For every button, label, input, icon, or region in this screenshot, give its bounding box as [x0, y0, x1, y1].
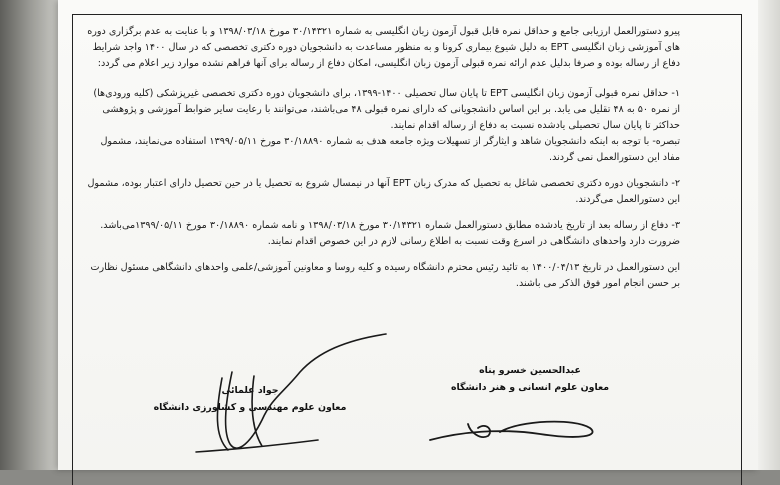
signatory-title-right: معاون علوم انسانی و هنر دانشگاه — [450, 382, 610, 393]
item-3: ۳- دفاع از رساله بعد از تاریخ یادشده مطابق دستورالعمل شماره ۳۰/۱۴۳۲۱ مورخ ۱۳۹۸/۰۳/۱۸ و نامه شماره ۳۰/۱۸۸۹۰ مورخ ۱۳۹۹/۰۵/۱۱می‌باشد. ضرورت دارد واحدهای دانشگاهی در اسرع وقت نسبت به اطلاع رسانی لازم در این خصوص اقدام نمایند. — [100, 220, 680, 247]
item-1: ۱- حداقل نمره قبولی آزمون زبان انگلیسی EPT تا پایان سال تحصیلی ۱۴۰۰-۱۳۹۹، برای دانشجویان دوره دکتری تخصصی غیرپزشکی (کلیه ورودی‌ها) از نمره ۵۰ به ۴۸ تقلیل می یابد. بر این اساس دانشجویانی که دارای نمره قبولی ۴۸ می‌باشند، می‌توانند با رعایت سایر ضوابط آموزشی و پژوهشی حداکثر تا پایان سال تحصیلی یادشده نسبت به دفاع از رساله اقدام نمایند. — [93, 88, 680, 131]
signatory-title-left: معاون علوم مهندسی و کشاورزی دانشگاه — [153, 402, 347, 413]
signatory-name-right: عبدالحسین خسرو پناه — [479, 365, 581, 376]
item-1-note: تبصره- با توجه به اینکه دانشجویان شاهد و ایثارگر از تسهیلات ویژه جامعه هدف به شماره ۳۰/۱۸۸۹۰ مورخ ۱۳۹۹/۰۵/۱۱ استفاده می‌نمایند، مشمول مفاد این دستورالعمل نمی گردند. — [100, 136, 680, 163]
signature-block-right — [420, 362, 640, 396]
signature-block-left — [150, 382, 350, 416]
closing-paragraph: این دستورالعمل در تاریخ ۱۴۰۰/۰۴/۱۳ به تائید رئیس محترم دانشگاه رسیده و کلیه روسا و معاونین آموزشی/علمی واحدهای دانشگاهی مسئول نظارت بر حسن انجام امور فوق الذکر می باشند. — [90, 262, 680, 289]
intro-paragraph: پیرو دستورالعمل ارزیابی جامع و حداقل نمره قابل قبول آزمون زبان انگلیسی به شماره ۳۰/۱۴۳۲۱ مورخ ۱۳۹۸/۰۳/۱۸ و با عنایت به عدم برگزاری دوره های آموزشی زبان انگلیسی EPT به دلیل شیوع بیماری کرونا و به منظور مساعدت به دانشجویان دوره دکتری تخصصی که در سال ۱۴۰۰ واجد شرایط دفاع از رساله بوده و صرفا بدلیل عدم ارائه نمره قبولی آزمون زبان انگلیسی، امکان دفاع از رساله برای آنها فراهم نشده موارد زیر اعلام می گردد: — [87, 26, 680, 69]
page-edge — [758, 0, 780, 470]
letter-body — [84, 24, 680, 292]
signatory-name-left: جواد علمائی — [221, 385, 279, 396]
item-2: ۲- دانشجویان دوره دکتری تخصصی شاغل به تحصیل که مدرک زبان EPT آنها در نیمسال شروع به تحصیل یا در حین تحصیل دارای اعتبار بوده، مشمول این دستورالعمل می‌گردند. — [87, 178, 680, 205]
